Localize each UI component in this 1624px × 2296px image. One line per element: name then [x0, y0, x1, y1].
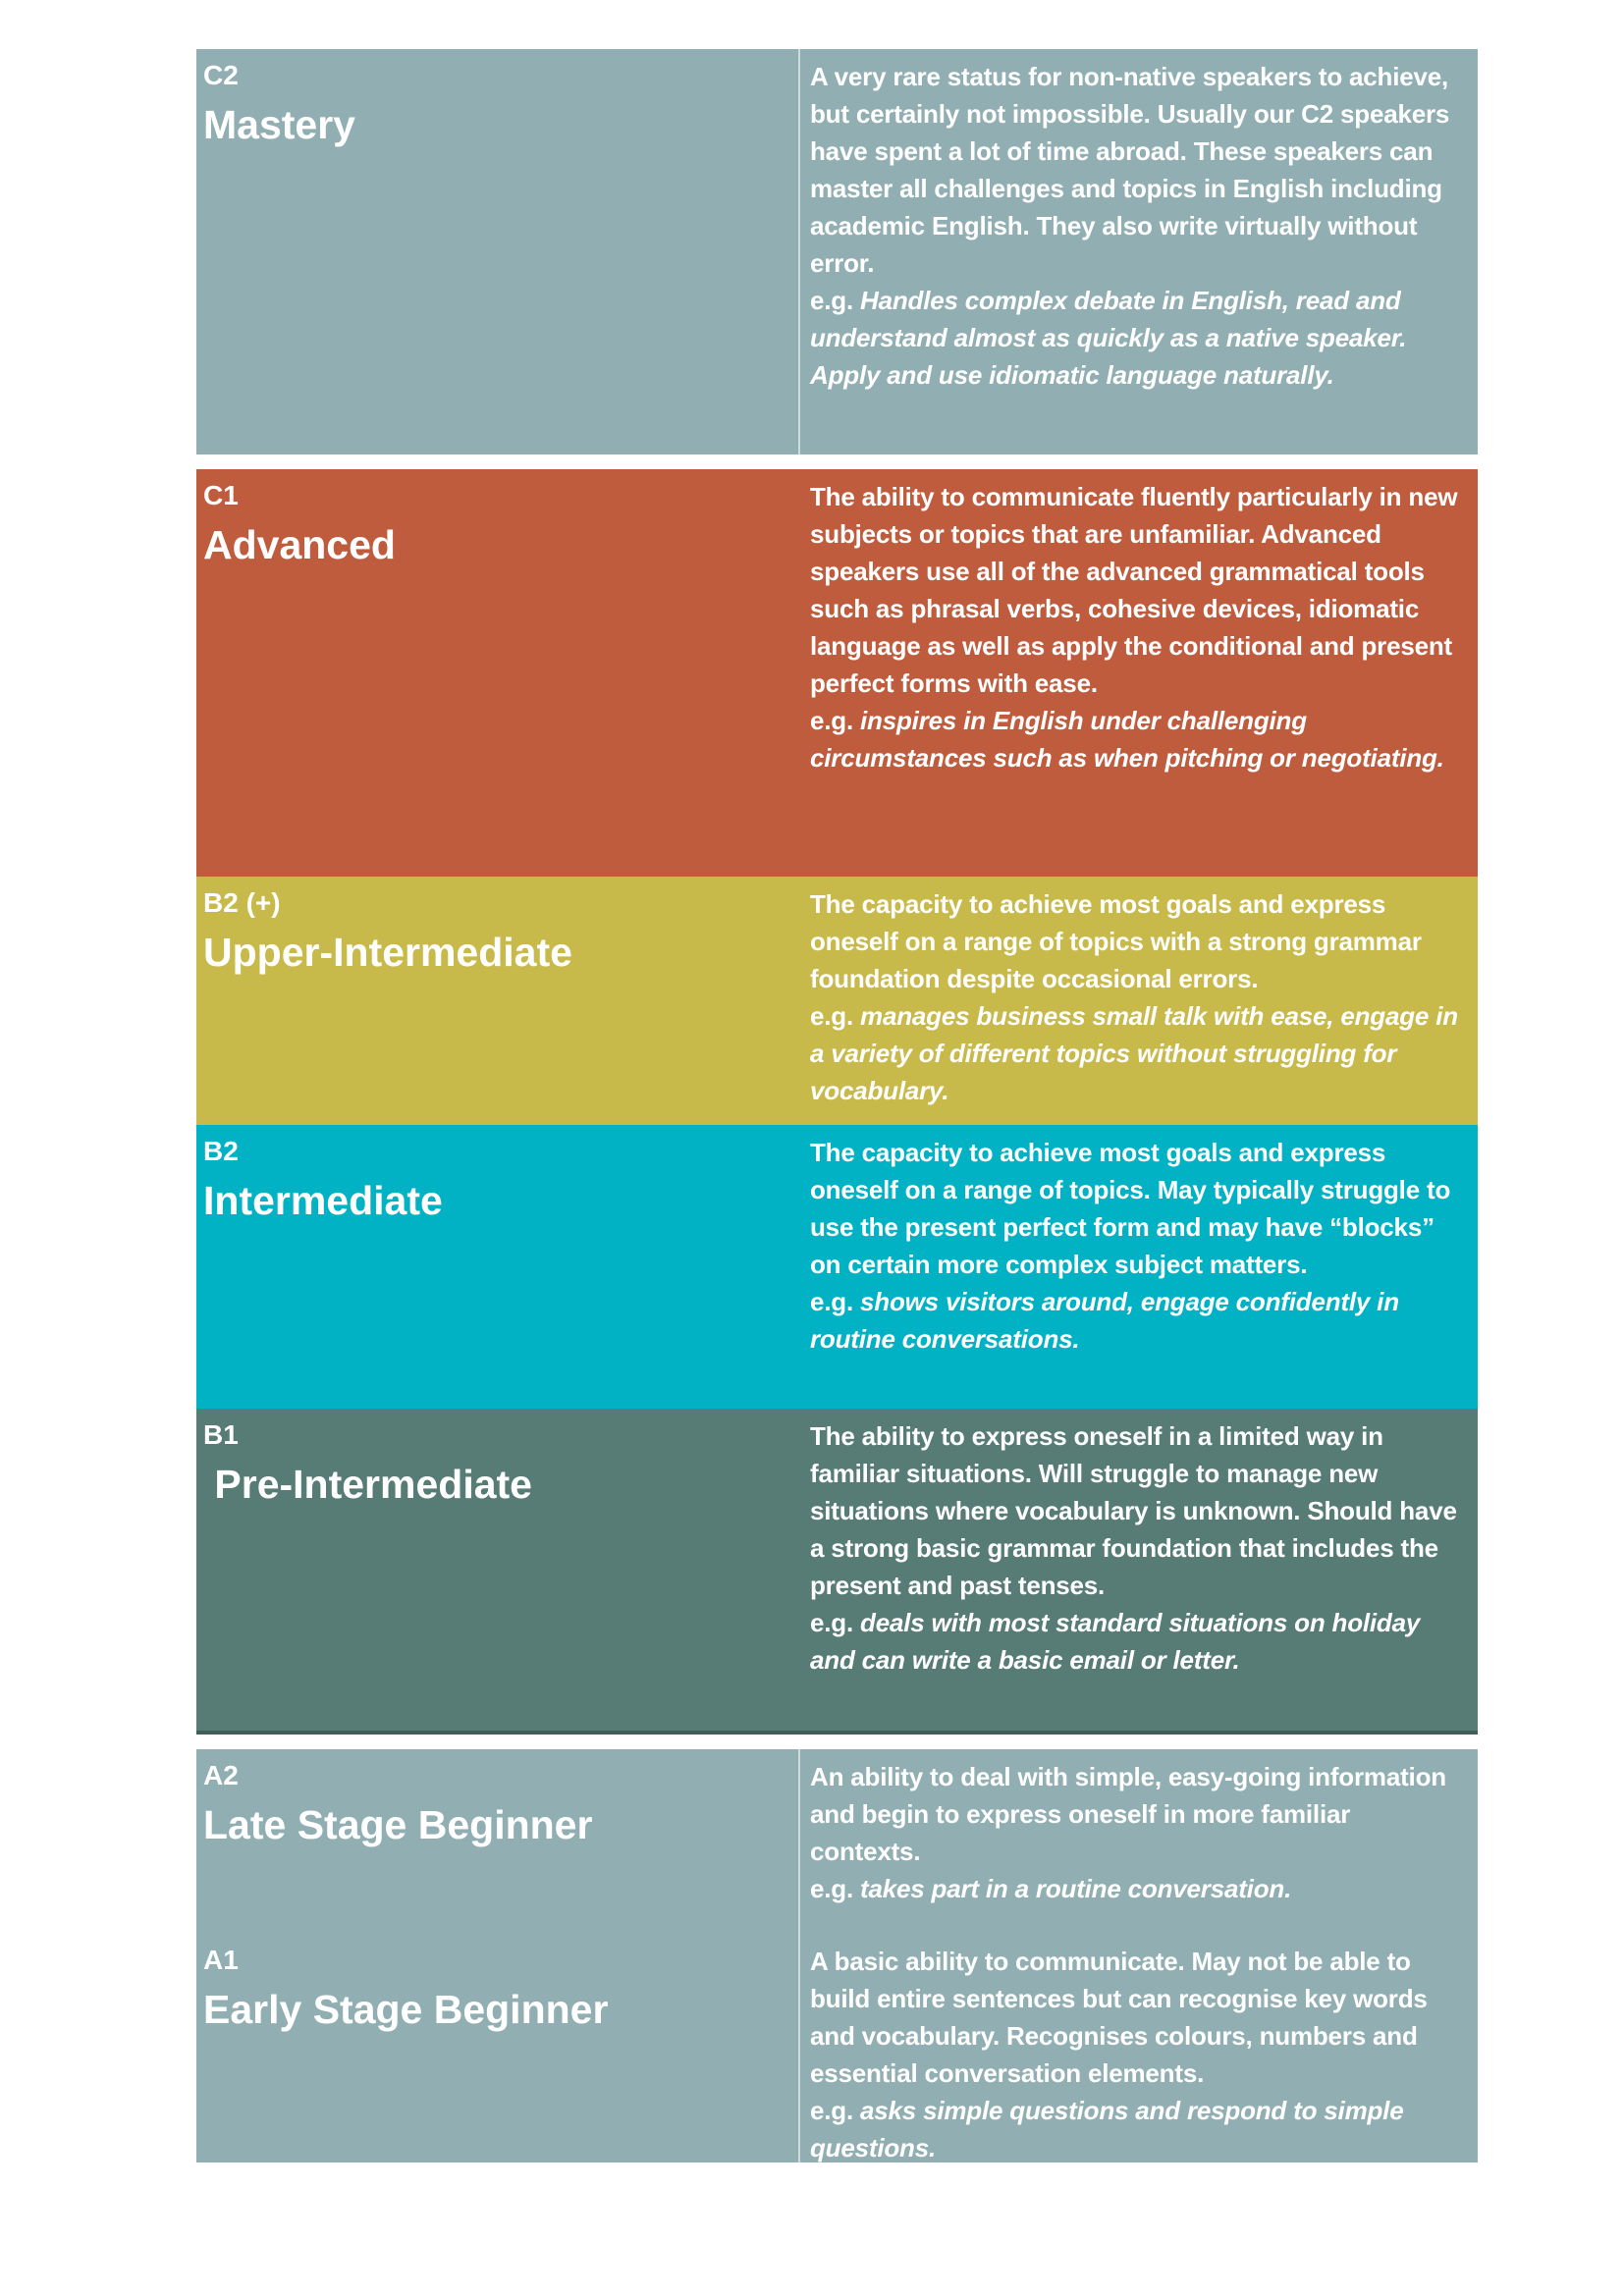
description-cell	[800, 49, 1478, 454]
level-example	[810, 2092, 1464, 2166]
example-text: asks simple questions and respond to simple questions.	[810, 2096, 1404, 2163]
example-text: manages business small talk with ease, engage in a variety of different topics without struggling for vocabulary.	[810, 1001, 1458, 1105]
level-block-b2-plus	[196, 877, 1478, 1125]
level-example	[810, 282, 1464, 394]
description-cell	[800, 469, 1478, 877]
level-cell	[196, 877, 800, 1125]
level-cell	[196, 1125, 800, 1409]
level-name: Mastery	[203, 102, 355, 147]
level-cell	[196, 469, 800, 877]
level-name: Intermediate	[203, 1178, 443, 1223]
level-example	[810, 997, 1464, 1109]
row-gap	[196, 454, 1478, 469]
level-example	[810, 702, 1464, 776]
row-gap	[196, 1735, 1478, 1749]
level-cell	[196, 1749, 800, 1934]
table-row	[196, 877, 1478, 1125]
example-prefix: e.g.	[810, 1001, 853, 1031]
cefr-levels-table	[196, 49, 1478, 2163]
level-block-b2	[196, 1125, 1478, 1409]
example-text: shows visitors around, engage confidently in routine conversations.	[810, 1287, 1399, 1354]
level-example	[810, 1604, 1464, 1679]
example-prefix: e.g.	[810, 1287, 853, 1316]
level-description: The ability to communicate fluently particularly in new subjects or topics that are unfamiliar. Advanced speakers use all of the advanced grammatical tools such as phrasal verbs, cohesive devices, idiomatic language as well as apply the conditional and present perfect forms with ease.	[810, 482, 1458, 698]
level-example	[810, 1870, 1464, 1907]
example-text: Handles complex debate in English, read and understand almost as quickly as a native speaker. Apply and use idiomatic language naturally.	[810, 286, 1407, 390]
example-prefix: e.g.	[810, 2096, 853, 2125]
example-text: deals with most standard situations on holiday and can write a basic email or letter.	[810, 1608, 1421, 1675]
description-cell	[800, 877, 1478, 1125]
level-block-c1	[196, 469, 1478, 877]
table-row	[196, 1934, 1478, 2163]
level-cell	[196, 1409, 800, 1731]
level-code: B2	[203, 1136, 239, 1166]
table-row	[196, 49, 1478, 454]
description-cell	[800, 1125, 1478, 1409]
table-row	[196, 469, 1478, 877]
example-text: takes part in a routine conversation.	[860, 1874, 1292, 1903]
level-name: Early Stage Beginner	[203, 1987, 609, 2032]
level-code: C2	[203, 60, 239, 90]
level-name: Upper-Intermediate	[203, 930, 572, 975]
table-row	[196, 1125, 1478, 1409]
example-prefix: e.g.	[810, 1874, 853, 1903]
example-text: inspires in English under challenging circumstances such as when pitching or negotiating.	[810, 706, 1444, 773]
level-description: The capacity to achieve most goals and express oneself on a range of topics. May typically struggle to use the present perfect form and may have “blocks” on certain more complex subject matters.	[810, 1138, 1451, 1279]
level-cell	[196, 1934, 800, 2163]
example-prefix: e.g.	[810, 706, 853, 735]
level-name: Pre-Intermediate	[203, 1462, 532, 1507]
example-prefix: e.g.	[810, 286, 853, 315]
level-block-a2-a1	[196, 1749, 1478, 2163]
table-row	[196, 1749, 1478, 1934]
level-code: A2	[203, 1760, 239, 1790]
level-name: Late Stage Beginner	[203, 1802, 593, 1847]
level-code: C1	[203, 480, 239, 510]
level-name: Advanced	[203, 522, 396, 567]
level-cell	[196, 49, 800, 454]
level-description: The capacity to achieve most goals and express oneself on a range of topics with a strong grammar foundation despite occasional errors.	[810, 889, 1422, 993]
example-prefix: e.g.	[810, 1608, 853, 1637]
level-description: A very rare status for non-native speakers to achieve, but certainly not impossible. Usually our C2 speakers have spent a lot of time abroad. These speakers can master all challenges and topics in English including academic English. They also write virtually without error.	[810, 62, 1450, 278]
level-description: A basic ability to communicate. May not be able to build entire sentences but can recognise key words and vocabulary. Recognises colours, numbers and essential conversation elements.	[810, 1947, 1428, 2088]
description-cell	[800, 1934, 1478, 2163]
level-code: B1	[203, 1419, 239, 1450]
level-description: An ability to deal with simple, easy-going information and begin to express oneself in more familiar contexts.	[810, 1762, 1446, 1866]
level-code: A1	[203, 1945, 239, 1975]
level-block-b1	[196, 1409, 1478, 1735]
level-block-c2	[196, 49, 1478, 454]
level-code: B2 (+)	[203, 887, 281, 918]
description-cell	[800, 1749, 1478, 1934]
level-description: The ability to express oneself in a limited way in familiar situations. Will struggle to manage new situations where vocabulary is unknown. Should have a strong basic grammar foundation that includes the present and past tenses.	[810, 1421, 1457, 1600]
table-row	[196, 1409, 1478, 1731]
description-cell	[800, 1409, 1478, 1731]
level-example	[810, 1283, 1464, 1358]
